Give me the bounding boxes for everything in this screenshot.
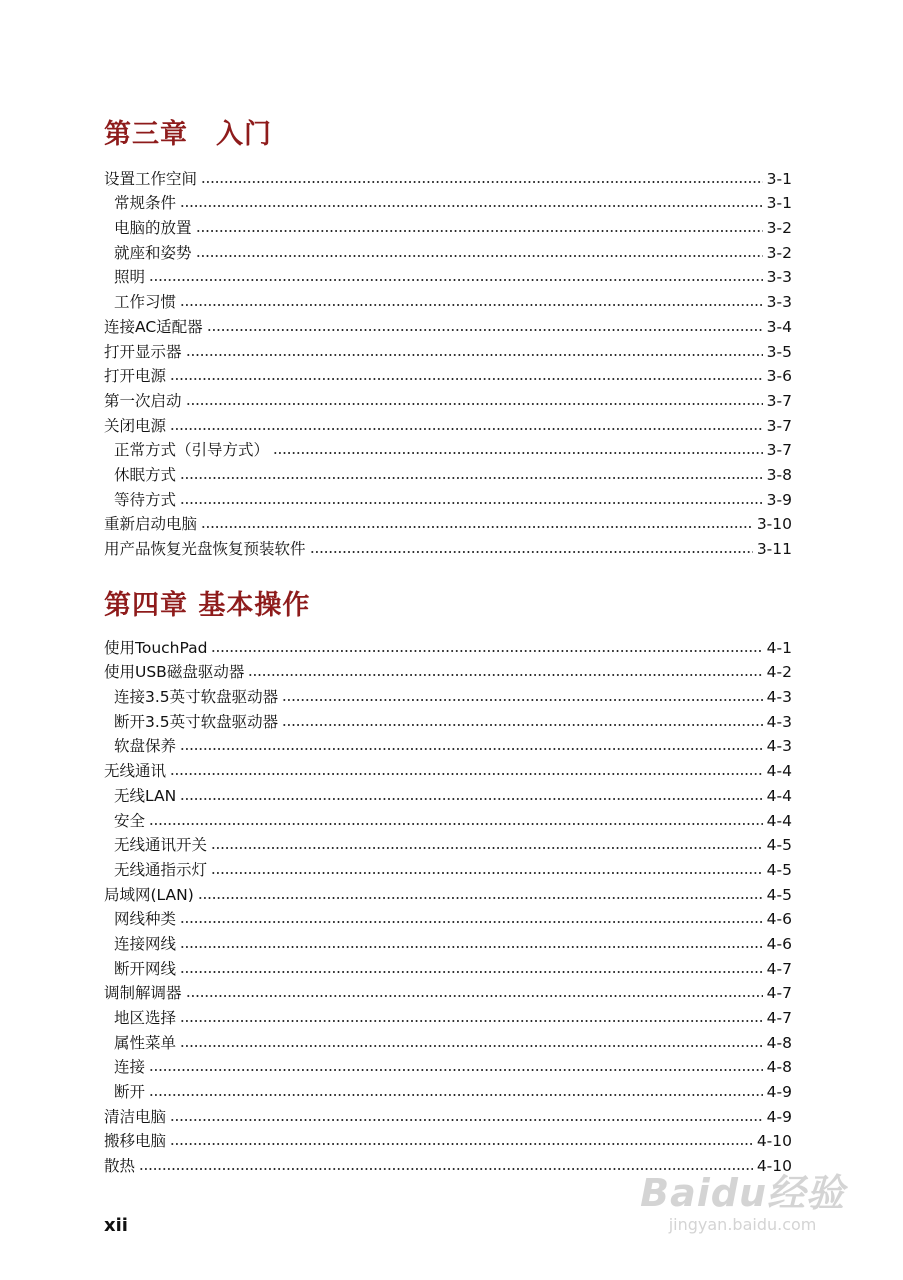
dot-leader [170,1118,763,1122]
toc-entry-page: 3-7 [766,416,792,435]
toc-entry[interactable] [104,658,792,683]
toc-entry-label: 工作习惯 [114,293,177,312]
toc-entry-page: 3-3 [766,268,792,287]
toc-entry[interactable] [104,929,792,954]
toc-entry-label: 照明 [114,268,146,287]
dot-leader [201,180,763,184]
toc-entry-page: 3-6 [766,367,792,386]
watermark-brand: Baidu经验 [640,1171,845,1215]
toc-entry-page: 3-7 [766,441,792,460]
toc-entry-page: 4-7 [766,984,792,1003]
dot-leader [198,896,763,900]
toc-entry[interactable] [104,1127,792,1152]
toc-entry-page: 4-5 [766,836,792,855]
toc-entry-page: 3-1 [766,169,792,188]
toc-entry-page: 4-6 [766,934,792,953]
dot-leader [180,204,763,208]
toc-entry-label: 安全 [114,811,146,830]
toc-entry-label: 电脑的放置 [114,219,192,238]
toc-entry[interactable] [104,1003,792,1028]
toc-entry[interactable] [104,1102,792,1127]
toc-entry-label: 属性菜单 [114,1033,177,1052]
toc-entry-page: 4-3 [766,737,792,756]
toc-entry[interactable] [104,362,792,387]
toc-entry[interactable] [104,831,792,856]
toc-entry-page: 4-4 [766,811,792,830]
dot-leader [180,945,763,949]
dot-leader [180,1044,763,1048]
toc-entry[interactable] [104,213,792,238]
dot-leader [180,476,763,480]
toc-entry-page: 3-2 [766,243,792,262]
toc-entry[interactable] [104,979,792,1004]
toc-entry-page: 3-3 [766,293,792,312]
toc-entry[interactable] [104,510,792,535]
toc-entry-label: 打开显示器 [104,342,182,361]
toc-entry-page: 4-10 [756,1157,792,1176]
toc-entry-label: 使用TouchPad [104,638,208,657]
dot-leader [248,673,762,677]
toc-entry-label: 第一次启动 [104,391,182,410]
toc-entry-label: 连接3.5英寸软盘驱动器 [114,688,279,707]
toc-entry-page: 3-5 [766,342,792,361]
toc-entry[interactable] [104,855,792,880]
toc-entry-label: 连接AC适配器 [104,317,203,336]
toc-entry-page: 3-2 [766,219,792,238]
toc-entry-page: 4-3 [766,712,792,731]
toc-entry[interactable] [104,682,792,707]
watermark [640,1162,845,1234]
chapter-4-title: 第四章 基本操作 [104,590,311,621]
toc-entry-page: 4-7 [766,1009,792,1027]
toc-entry-page: 4-5 [766,860,792,879]
toc-entry[interactable] [104,189,792,214]
toc-entry[interactable] [104,781,792,806]
toc-entry-page: 3-11 [756,540,792,558]
dot-leader [282,723,763,727]
toc-entry-label: 搬移电脑 [104,1132,167,1151]
toc-entry-label: 调制解调器 [104,984,182,1003]
dot-leader [196,229,763,233]
toc-entry-page: 4-9 [766,1083,792,1102]
dot-leader [186,994,763,998]
toc-entry[interactable] [104,707,792,732]
dot-leader [149,1093,763,1097]
toc-entry[interactable] [104,411,792,436]
toc-entry[interactable] [104,263,792,288]
toc-entry[interactable] [104,1077,792,1102]
toc-entry-label: 使用USB磁盘驱动器 [104,663,245,682]
chapter-4-toc [104,633,792,1176]
toc-entry[interactable] [104,460,792,485]
dot-leader [149,278,763,282]
dot-leader [207,328,763,332]
toc-entry[interactable] [104,485,792,510]
dot-leader [170,377,763,381]
dot-leader [170,427,763,431]
dot-leader [273,451,763,455]
toc-entry[interactable] [104,1028,792,1053]
toc-entry-label: 无线LAN [114,786,177,805]
toc-entry[interactable] [104,534,792,559]
dot-leader [180,501,763,505]
toc-entry-page: 3-7 [766,391,792,410]
dot-leader [180,747,763,751]
toc-entry-label: 正常方式（引导方式） [114,441,270,460]
dot-leader [211,846,763,850]
toc-entry-page: 4-9 [766,1107,792,1126]
chapter-3-title: 第三章 入门 [104,119,272,150]
toc-entry[interactable] [104,238,792,263]
toc-entry-label: 连接 [114,1058,146,1077]
toc-entry-page: 3-4 [766,317,792,336]
toc-entry-label: 网线种类 [114,910,177,929]
toc-entry-label: 地区选择 [114,1009,177,1027]
toc-entry-label: 打开电源 [104,367,167,386]
toc-entry[interactable] [104,337,792,362]
dot-leader [201,525,753,529]
dot-leader [170,1142,753,1146]
toc-entry-label: 清洁电脑 [104,1107,167,1126]
dot-leader [149,1068,763,1072]
dot-leader [180,920,763,924]
toc-entry-label: 软盘保养 [114,737,177,756]
toc-entry-page: 4-7 [766,959,792,978]
toc-entry[interactable] [104,1053,792,1078]
toc-entry-label: 常规条件 [114,194,177,213]
toc-entry-page: 4-3 [766,688,792,707]
toc-entry[interactable] [104,880,792,905]
dot-leader [186,353,763,357]
toc-entry-label: 设置工作空间 [104,169,198,188]
dot-leader [310,550,753,554]
chapter-3-toc [104,164,792,559]
toc-entry-page: 4-1 [766,638,792,657]
toc-entry-page: 4-10 [756,1132,792,1151]
toc-entry-label: 重新启动电脑 [104,515,198,534]
dot-leader [211,649,762,653]
toc-entry-label: 就座和姿势 [114,243,192,262]
toc-entry[interactable] [104,806,792,831]
dot-leader [196,254,763,258]
toc-entry-label: 散热 [104,1157,136,1176]
toc-entry-label: 关闭电源 [104,416,167,435]
toc-entry-page: 3-8 [766,465,792,484]
dot-leader [211,871,763,875]
toc-entry-page: 4-8 [766,1058,792,1077]
toc-entry-label: 无线通讯 [104,762,167,781]
toc-entry-label: 连接网线 [114,934,177,953]
toc-entry-page: 4-2 [766,663,792,682]
dot-leader [180,797,762,801]
toc-entry-label: 无线通讯开关 [114,836,208,855]
toc-entry[interactable] [104,633,792,658]
toc-entry[interactable] [104,905,792,930]
dot-leader [180,1019,763,1023]
toc-entry[interactable] [104,732,792,757]
toc-entry[interactable] [104,312,792,337]
dot-leader [180,303,763,307]
toc-entry-page: 4-4 [766,786,792,805]
dot-leader [170,772,763,776]
toc-entry-page: 3-9 [766,490,792,509]
toc-entry[interactable] [104,164,792,189]
toc-entry[interactable] [104,386,792,411]
toc-entry-label: 断开网线 [114,959,177,978]
toc-entry[interactable] [104,756,792,781]
dot-leader [180,970,763,974]
toc-entry-label: 断开 [114,1083,146,1102]
toc-entry-page: 3-10 [756,515,792,534]
toc-entry-page: 4-4 [766,762,792,781]
toc-entry[interactable] [104,436,792,461]
toc-entry-page: 4-5 [766,885,792,904]
toc-entry-label: 局域网(LAN) [104,885,194,904]
toc-entry-label: 断开3.5英寸软盘驱动器 [114,712,279,731]
watermark-url: jingyan.baidu.com [668,1215,817,1234]
toc-entry-label: 无线通指示灯 [114,860,208,879]
toc-entry-page: 4-8 [766,1033,792,1052]
toc-entry-label: 休眠方式 [114,465,177,484]
dot-leader [149,822,763,826]
toc-entry[interactable] [104,954,792,979]
toc-entry-label: 用产品恢复光盘恢复预装软件 [104,540,306,558]
toc-entry[interactable] [104,287,792,312]
dot-leader [282,698,763,702]
toc-entry-page: 4-6 [766,910,792,929]
dot-leader [186,402,763,406]
page-number: xii [104,1215,128,1236]
toc-entry-page: 3-1 [766,194,792,213]
toc-entry-label: 等待方式 [114,490,177,509]
